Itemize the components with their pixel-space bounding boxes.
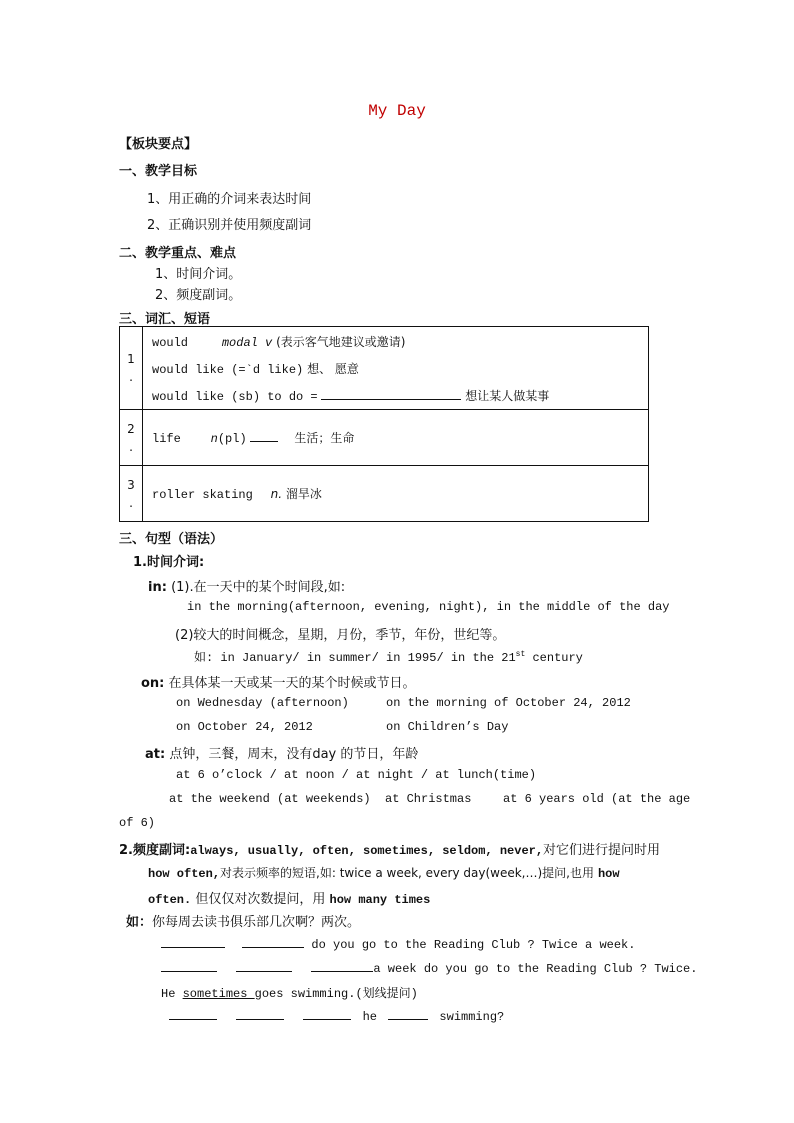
answer-blank[interactable]: [242, 936, 304, 948]
part-of-speech: modal v: [221, 335, 273, 350]
answer-blank[interactable]: [236, 960, 292, 972]
word: life: [152, 432, 181, 446]
meaning: (表示客气地建议或邀请): [276, 334, 406, 349]
part-of-speech: n.: [270, 487, 283, 501]
in-example-2: 如: in January/ in summer/ in 1995/ in the 21st century: [194, 650, 583, 665]
meaning: 生活；生命: [294, 431, 355, 445]
part-of-speech: n: [210, 432, 218, 446]
vocab-row: [120, 466, 649, 522]
row-content: [143, 327, 649, 410]
frequency-adverbs-rule-3: often. 但仅仅对次数提问，用 how many times: [148, 892, 431, 907]
on-example: on Children’s Day: [386, 720, 509, 734]
time-prepositions-heading: 1.时间介词:: [133, 555, 205, 570]
meaning: 溜旱冰: [285, 487, 322, 501]
section-4-heading: 三、句型（语法）: [119, 532, 224, 547]
row-number: 2 .: [120, 410, 143, 466]
page-title: My Day: [368, 102, 426, 120]
frequency-adverbs-rule-2: how often,对表示频率的短语,如: twice a week, every day(week,…)提问,也用 how: [148, 866, 620, 881]
row-content: [143, 466, 649, 522]
on-example: on October 24, 2012: [176, 720, 313, 734]
at-example-1: at 6 o’clock / at noon / at night / at lunch(time): [176, 768, 537, 782]
vocab-row: [120, 410, 649, 466]
example-cn: 如：你每周去读书俱乐部几次啊？两次。: [126, 915, 361, 930]
on-example: on the morning of October 24, 2012: [386, 696, 631, 710]
exercise-1: do you go to the Reading Club ? Twice a week.: [161, 936, 635, 952]
underlined-word: sometimes: [182, 987, 255, 1001]
s1-item-2: 2、正确识别并使用频度副词: [147, 218, 312, 233]
s2-item-1: 1、时间介词。: [155, 267, 242, 282]
row-number: 3 .: [120, 466, 143, 522]
exercise-4: he swimming?: [169, 1008, 504, 1024]
at-example-2a: at the weekend (at weekends): [169, 792, 371, 806]
section-3-heading: 三、词汇、短语: [119, 312, 211, 327]
answer-blank[interactable]: [388, 1008, 428, 1020]
at-example-2c: at 6 years old (at the age: [503, 792, 691, 806]
answer-blank[interactable]: [169, 1008, 217, 1020]
answer-blank[interactable]: [303, 1008, 351, 1020]
row-content: [143, 410, 649, 466]
on-example: on Wednesday (afternoon): [176, 696, 349, 710]
word: would like (=`d like): [152, 362, 304, 377]
at-rule: at: 点钟，三餐，周末，没有day 的节日，年龄: [145, 747, 419, 762]
at-example-2d: of 6): [119, 816, 156, 830]
word: would like (sb) to do =: [152, 389, 318, 404]
answer-blank[interactable]: [161, 960, 217, 972]
answer-blank[interactable]: [250, 430, 278, 442]
word: roller skating: [152, 488, 253, 502]
exercise-3: He sometimes goes swimming.(划线提问): [161, 987, 418, 1001]
meaning: 想让某人做某事: [465, 388, 550, 403]
in-example-1: in the morning(afternoon, evening, night), in the middle of the day: [187, 600, 670, 614]
vocab-row: [120, 327, 649, 410]
word: would: [152, 335, 189, 350]
section-2-heading: 二、教学重点、难点: [119, 246, 237, 261]
plural-label: (pl): [217, 432, 247, 446]
in-rule: in: (1).在一天中的某个时间段,如:: [148, 580, 346, 595]
row-number: 1 .: [120, 327, 143, 410]
section-1-heading: 一、教学目标: [119, 164, 198, 179]
exercise-2: a week do you go to the Reading Club ? Twice.: [161, 960, 697, 976]
answer-blank[interactable]: [161, 936, 225, 948]
answer-blank[interactable]: [311, 960, 373, 972]
s2-item-2: 2、频度副词。: [155, 288, 242, 303]
meaning: 想、 愿意: [307, 361, 359, 376]
key-points-heading: 【板块要点】: [119, 137, 198, 152]
answer-blank[interactable]: [236, 1008, 284, 1020]
at-example-2b: at Christmas: [385, 792, 472, 806]
vocabulary-table: [119, 326, 649, 522]
s1-item-1: 1、用正确的介词来表达时间: [147, 192, 312, 207]
answer-blank[interactable]: [321, 388, 461, 400]
on-rule: on: 在具体某一天或某一天的某个时候或节日。: [141, 676, 416, 691]
frequency-adverbs-rule: 2.频度副词:always, usually, often, sometimes, seldom, never,对它们进行提问时用: [119, 843, 661, 858]
in-rule-2: (2)较大的时间概念，星期，月份，季节，年份，世纪等。: [175, 628, 506, 643]
